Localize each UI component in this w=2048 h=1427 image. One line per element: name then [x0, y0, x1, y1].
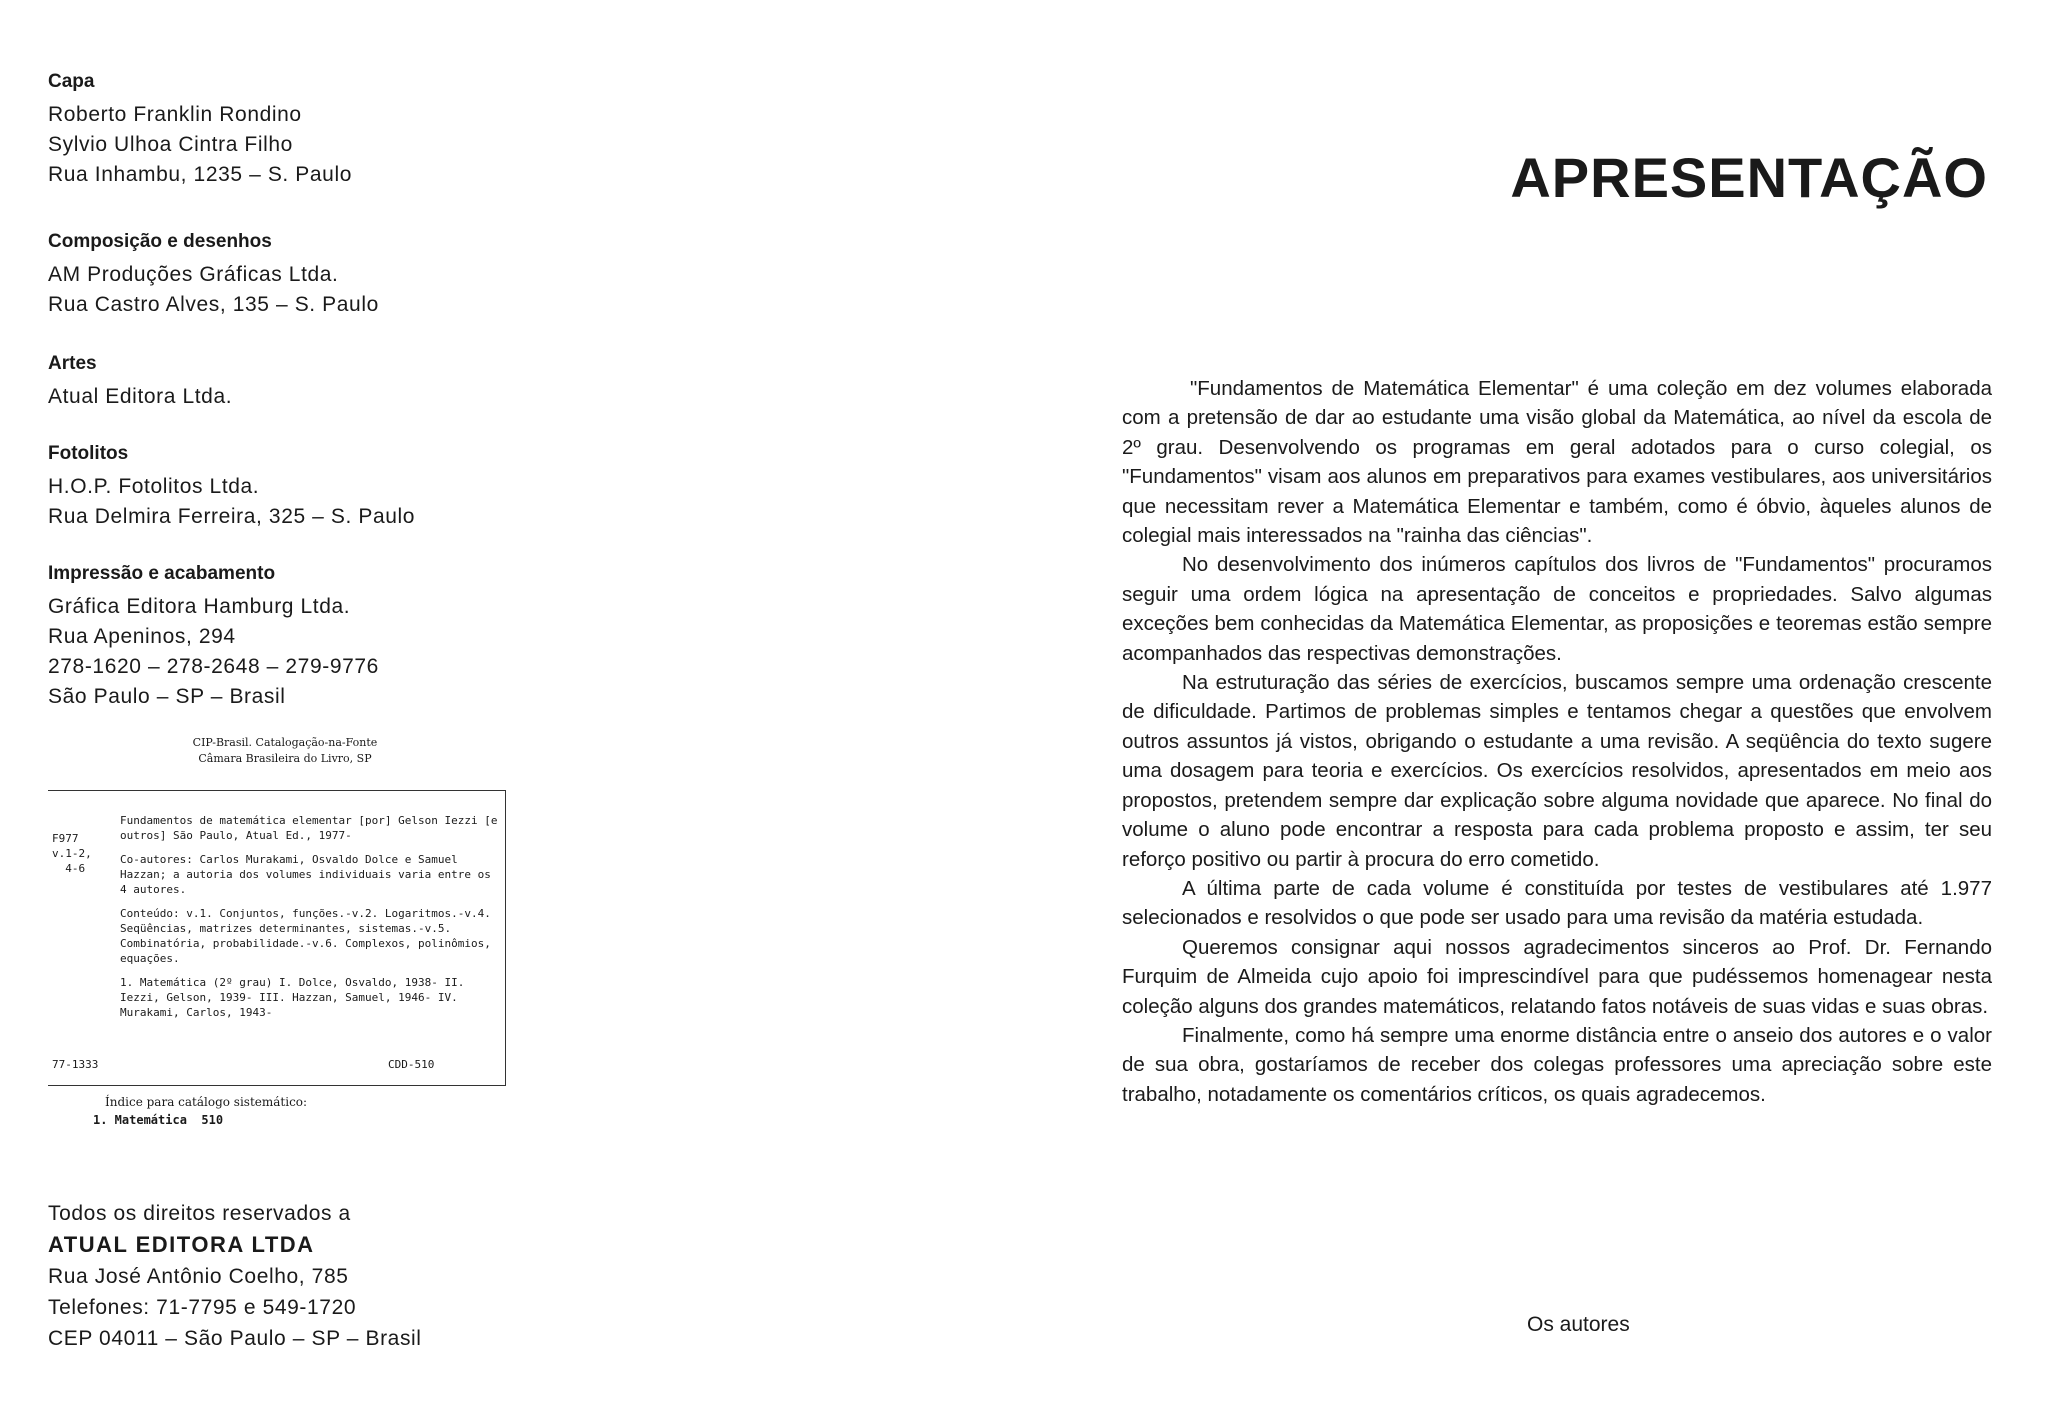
cip-index — [93, 1093, 308, 1129]
credit-heading: Artes — [48, 353, 97, 374]
signature: Os autores — [1527, 1313, 1630, 1336]
cip-header-line: Câmara Brasileira do Livro, SP — [198, 752, 372, 765]
rights-line: CEP 04011 – São Paulo – SP – Brasil — [48, 1327, 422, 1350]
body-paragraph: Finalmente, como há sempre uma enorme distância entre o anseio dos autores e o valor de sua obra, gostaríamos de receber dos colegas professores uma apreciação sobre este trabalho, notadamente os comentários críticos, os quais agradecemos. — [1122, 1023, 1992, 1106]
credit-line: Rua Delmira Ferreira, 325 – S. Paulo — [48, 505, 416, 528]
credit-line: Rua Apeninos, 294 — [48, 625, 236, 648]
credit-heading: Capa — [48, 71, 95, 92]
cip-call-number-line: F977 — [52, 832, 79, 845]
body-paragraph: Queremos consignar aqui nossos agradecimentos sinceros ao Prof. Dr. Fernando Furquim de Almeida cujo apoio foi imprescindível para que pudéssemos homenagear nesta coleção alguns dos grandes matemáticos, relatando fatos notáveis de suas vidas e suas obras. — [1122, 935, 1992, 1018]
credit-line: 278-1620 – 278-2648 – 279-9776 — [48, 655, 379, 678]
cip-entry: Conteúdo: v.1. Conjuntos, funções.-v.2. Logaritmos.-v.4. Seqüências, matrizes determinantes, sistemas.-v.5. Combinatória, probabilidade.-v.6. Complexos, polinômios, equações. — [120, 907, 491, 965]
cip-header-line: CIP-Brasil. Catalogação-na-Fonte — [192, 736, 378, 749]
right-page — [1024, 0, 2048, 1427]
publisher-name: ATUAL EDITORA LTDA — [48, 1232, 315, 1257]
credit-heading: Fotolitos — [48, 443, 129, 464]
cip-footer-number: 77-1333 — [52, 1058, 99, 1071]
cip-entry: Fundamentos de matemática elementar [por] Gelson Iezzi [e outros] São Paulo, Atual Ed., 1977- — [120, 814, 498, 842]
cip-footer-cdd: CDD-510 — [388, 1058, 435, 1071]
cip-index-title: Índice para catálogo sistemático: — [105, 1095, 308, 1109]
credit-artes — [48, 350, 232, 412]
credit-line: Atual Editora Ltda. — [48, 385, 233, 408]
credit-line: Rua Castro Alves, 135 – S. Paulo — [48, 293, 379, 316]
credit-fotolitos — [48, 440, 415, 532]
presentation-text — [1122, 374, 1992, 1109]
body-paragraph: Na estruturação das séries de exercícios, buscamos sempre uma ordenação crescente de dificuldade. Partimos de problemas simples e tentamos chegar a questões que envolvem outros assuntos já vistos, obrigando o estudante a uma revisão. A seqüência do texto sugere uma dosagem para teoria e exercícios. Os exercícios resolvidos, apresentados em meio aos propostos, pretendem sempre dar explicação sobre alguma novidade que aparece. No final do volume o aluno pode encontrar a resposta para cada problema proposto e assim, ter seu reforço positivo ou partir à procura do erro cometido. — [1122, 671, 1992, 871]
credit-heading: Impressão e acabamento — [48, 563, 276, 584]
cip-header — [120, 735, 450, 767]
credit-capa — [48, 68, 352, 190]
credit-line: Rua Inhambu, 1235 – S. Paulo — [48, 163, 353, 186]
credit-heading: Composição e desenhos — [48, 231, 272, 252]
rights-line: Telefones: 71-7795 e 549-1720 — [48, 1296, 357, 1319]
cip-call-number-line: v.1-2, — [52, 847, 92, 860]
rights-line: Todos os direitos reservados a — [48, 1202, 351, 1225]
page-title: APRESENTAÇÃO — [1510, 146, 1988, 209]
cip-call-number-line: 4-6 — [52, 862, 86, 875]
body-paragraph: A última parte de cada volume é constituída por testes de vestibulares até 1.977 selecionados e resolvidos o que pode ser usado para uma revisão da matéria estudada. — [1122, 876, 1992, 930]
credit-line: Sylvio Ulhoa Cintra Filho — [48, 133, 293, 156]
credit-line: H.O.P. Fotolitos Ltda. — [48, 475, 260, 498]
cip-entry: 1. Matemática (2º grau) I. Dolce, Osvaldo, 1938- II. Iezzi, Gelson, 1939- III. Hazzan, Samuel, 1946- IV. Murakami, Carlos, 1943- — [120, 976, 465, 1019]
cip-body — [120, 813, 498, 1029]
credit-line: São Paulo – SP – Brasil — [48, 685, 286, 708]
rights-block — [48, 1198, 422, 1354]
credit-line: AM Produções Gráficas Ltda. — [48, 263, 339, 286]
credit-line: Gráfica Editora Hamburg Ltda. — [48, 595, 351, 618]
credit-line: Roberto Franklin Rondino — [48, 103, 302, 126]
cip-entry: Co-autores: Carlos Murakami, Osvaldo Dolce e Samuel Hazzan; a autoria dos volumes individuais varia entre os 4 autores. — [120, 853, 491, 896]
body-paragraph: No desenvolvimento dos inúmeros capítulos dos livros de "Fundamentos" procuramos seguir uma ordem lógica na apresentação de conceitos e propriedades. Salvo algumas exceções bem conhecidas da Matemática Elementar, as proposições e teoremas estão sempre acompanhados das respectivas demonstrações. — [1122, 553, 1992, 665]
body-paragraph: "Fundamentos de Matemática Elementar" é uma coleção em dez volumes elaborada com a pretensão de dar ao estudante uma visão global da Matemática, ao nível da escola de 2º grau. Desenvolvendo os programas em geral adotados para o curso colegial, os "Fundamentos" visam aos alunos em preparativos para exames vestibulares, aos universitários que necessitam rever a Matemática Elementar e também, como é óbvio, àqueles alunos de colegial mais interessados na "rainha das ciências". — [1122, 377, 1992, 548]
cip-index-entry: 1. Matemática 510 — [93, 1113, 224, 1127]
credit-composicao — [48, 228, 379, 320]
cip-catalog-card — [48, 790, 506, 1086]
credit-impressao — [48, 560, 379, 712]
rights-line: Rua José Antônio Coelho, 785 — [48, 1265, 349, 1288]
cip-call-number — [52, 831, 92, 876]
